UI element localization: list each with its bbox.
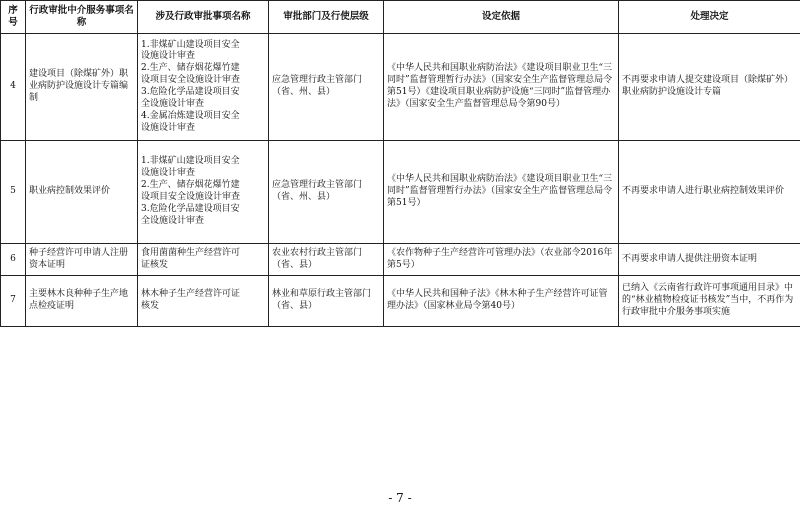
approval-item-line: 3.危险化学品建设项目安 xyxy=(141,87,240,97)
table-header-row xyxy=(1,1,800,34)
service-name: 职业病控制效果评价 xyxy=(26,141,138,244)
approval-item-line: 2.生产、储存烟花爆竹建 xyxy=(141,63,240,74)
approval-item-line: 1.非煤矿山建设项目安全 xyxy=(141,39,240,50)
row-number: 7 xyxy=(1,276,26,327)
legal-basis: 《中华人民共和国职业病防治法》《建设项目职业卫生“三同时”监督管理暂行办法》（国家安全生产监督管理总局令第51号） xyxy=(384,141,619,244)
row-number: 5 xyxy=(1,141,26,244)
approval-item-line: 证核发 xyxy=(141,259,169,270)
department: 应急管理行政主管部门（省、州、县） xyxy=(269,34,384,141)
header-approval-items: 涉及行政审批事项名称 xyxy=(138,1,269,34)
approval-item-line: 食用菌菌种生产经营许可 xyxy=(141,247,241,258)
decision: 不再要求申请人进行职业病控制效果评价 xyxy=(619,141,800,244)
service-name: 建设项目（除煤矿外）职业病防护设施设计专篇编制 xyxy=(26,34,138,141)
approval-item-line: 全设施设计审查 xyxy=(141,98,205,109)
department: 林业和草原行政主管部门（省、县） xyxy=(269,276,384,327)
decision: 不再要求申请人提交建设项目（除煤矿外）职业病防护设施设计专篇 xyxy=(619,34,800,141)
page-number: - 7 - xyxy=(388,491,412,505)
approval-item-line: 3.危险化学品建设项目安 xyxy=(141,203,240,214)
department: 农业农村行政主管部门（省、县） xyxy=(269,244,384,276)
approval-items xyxy=(138,141,269,244)
table-row xyxy=(1,34,800,141)
approval-items xyxy=(138,34,269,141)
legal-basis: 《中华人民共和国职业病防治法》《建设项目职业卫生“三同时”监督管理暂行办法》（国家安全生产监督管理总局令第51号）《建设项目职业病防护设施“三同时”监督管理办法》（国家安全生产监督管理总局令第90号） xyxy=(384,34,619,141)
header-decision: 处理决定 xyxy=(619,1,800,34)
approval-item-line: 设施设计审查 xyxy=(141,122,196,133)
approval-item-line: 设项目安全设施设计审查 xyxy=(141,192,241,202)
department: 应急管理行政主管部门（省、州、县） xyxy=(269,141,384,244)
header-service-name: 行政审批中介服务事项名称 xyxy=(26,1,138,34)
approval-item-line: 核发 xyxy=(141,301,160,311)
row-number: 6 xyxy=(1,244,26,276)
legal-basis: 《农作物种子生产经营许可管理办法》（农业部令2016年第5号） xyxy=(384,244,619,276)
table-row xyxy=(1,141,800,244)
approval-item-line: 设施设计审查 xyxy=(141,168,196,179)
decision: 已纳入《云南省行政许可事项通用目录》中的“林业植物检疫证书核发”当中，不再作为行政审批中介服务事项实施 xyxy=(619,276,800,327)
header-no: 序号 xyxy=(1,1,26,34)
row-number: 4 xyxy=(1,34,26,141)
approval-item-line: 设项目安全设施设计审查 xyxy=(141,75,241,86)
table-row xyxy=(1,276,800,327)
service-name: 种子经营许可申请人注册资本证明 xyxy=(26,244,138,276)
approval-items xyxy=(138,276,269,327)
approval-item-line: 2.生产、储存烟花爆竹建 xyxy=(141,180,240,191)
approval-item-line: 1.非煤矿山建设项目安全 xyxy=(141,156,240,167)
legal-basis: 《中华人民共和国种子法》《林木种子生产经营许可证管理办法》（国家林业局令第40号） xyxy=(384,276,619,327)
header-legal-basis: 设定依据 xyxy=(384,1,619,34)
approval-item-line: 4.金属冶炼建设项目安全 xyxy=(141,110,240,121)
header-department: 审批部门及行使层级 xyxy=(269,1,384,34)
decision: 不再要求申请人提供注册资本证明 xyxy=(619,244,800,276)
approval-item-line: 林木种子生产经营许可证 xyxy=(141,289,241,300)
approval-item-line: 设施设计审查 xyxy=(141,51,196,62)
table-row xyxy=(1,244,800,276)
approval-items xyxy=(138,244,269,276)
approval-item-line: 全设施设计审查 xyxy=(141,215,205,226)
service-name: 主要林木良种种子生产地点检疫证明 xyxy=(26,276,138,327)
